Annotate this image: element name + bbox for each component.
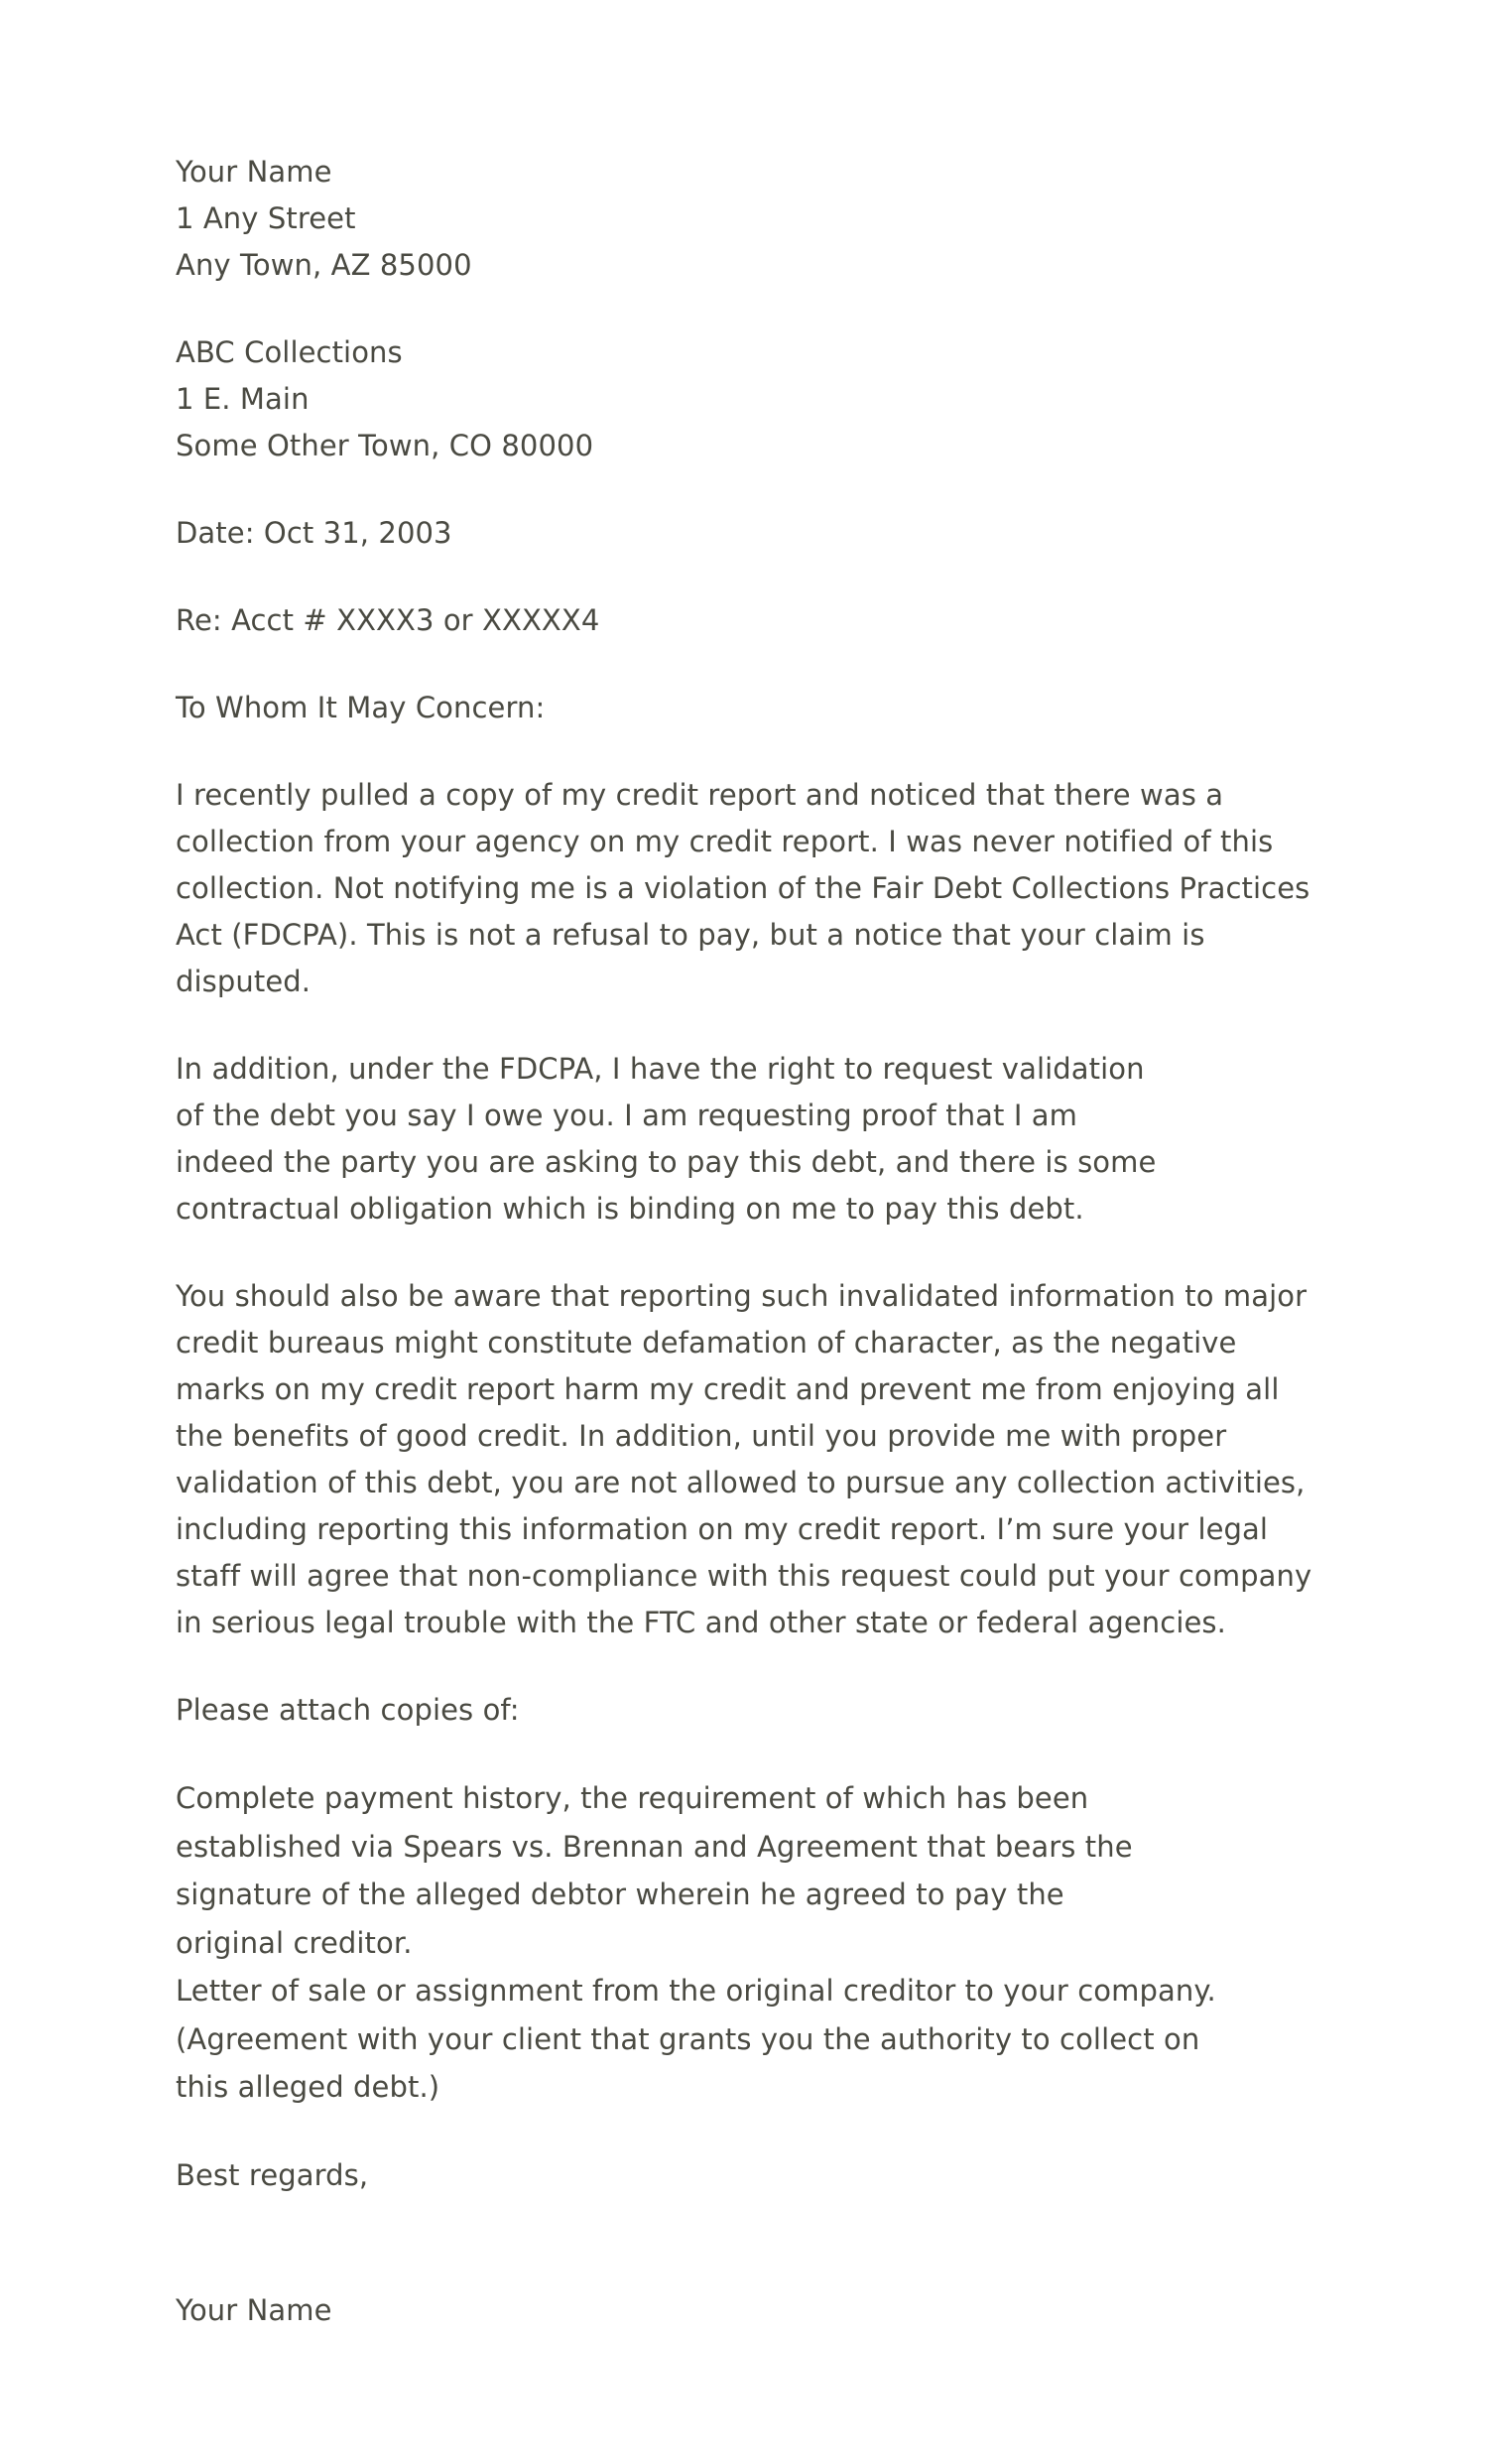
attachment-line: Complete payment history, the requirement of which has been <box>176 1781 1089 1815</box>
attachment-line: this alleged debt.) <box>176 2070 440 2104</box>
body-paragraph-2 <box>176 1046 1326 1232</box>
body-paragraph-3: You should also be aware that reporting such invalidated information to major credit bureaus might constitute defamation of character, as the negative marks on my credit report harm my credit and prevent me from enjoying all the benefits of good credit. In addition, until you provide me with proper validation of this debt, you are not allowed to pursue any collection activities, including reporting this information on my credit report. I’m sure your legal staff will agree that non-compliance with this request could put your company in serious legal trouble with the FTC and other state or federal agencies. <box>176 1279 1312 1639</box>
letter-body <box>176 149 1326 2334</box>
body-paragraph-1: I recently pulled a copy of my credit report and noticed that there was a collection from your agency on my credit report. I was never notified of this collection. Not notifying me is a violation of the Fair Debt Collections Practices Act (FDCPA). This is not a refusal to pay, but a notice that your claim is disputed. <box>176 778 1310 998</box>
recipient-address-block <box>176 329 1326 469</box>
paragraph-2-line: contractual obligation which is binding on me to pay this debt. <box>176 1192 1084 1226</box>
attachment-line: original creditor. <box>176 1925 413 1960</box>
attachment-line: signature of the alleged debtor wherein he agreed to pay the <box>176 1878 1064 1911</box>
attachment-line: (Agreement with your client that grants you the authority to collect on <box>176 2021 1200 2056</box>
recipient-street: 1 E. Main <box>176 382 310 416</box>
attachment-line: Letter of sale or assignment from the original creditor to your company. <box>176 1974 1216 2008</box>
paragraph-2-line: of the debt you say I owe you. I am requesting proof that I am <box>176 1099 1078 1132</box>
letter-date: Date: Oct 31, 2003 <box>176 516 452 550</box>
valediction: Best regards, <box>176 2157 369 2192</box>
recipient-city-state-zip: Some Other Town, CO 80000 <box>176 429 594 462</box>
signature-name: Your Name <box>176 2292 332 2327</box>
attachments-list <box>176 1774 1326 2112</box>
paragraph-2-line: In addition, under the FDCPA, I have the right to request validation <box>176 1052 1145 1086</box>
salutation: To Whom It May Concern: <box>176 691 546 724</box>
sender-name: Your Name <box>176 155 332 189</box>
attachment-line: established via Spears vs. Brennan and Agreement that bears the <box>176 1829 1133 1864</box>
paragraph-2-line: indeed the party you are asking to pay this debt, and there is some <box>176 1145 1157 1179</box>
sender-address-block <box>176 149 1326 289</box>
sender-street: 1 Any Street <box>176 201 356 235</box>
recipient-company: ABC Collections <box>176 335 403 369</box>
account-reference-line: Re: Acct # XXXX3 or XXXXX4 <box>176 603 600 637</box>
sender-city-state-zip: Any Town, AZ 85000 <box>176 248 472 282</box>
signature-space <box>176 2240 1326 2287</box>
attachments-heading: Please attach copies of: <box>176 1693 520 1727</box>
